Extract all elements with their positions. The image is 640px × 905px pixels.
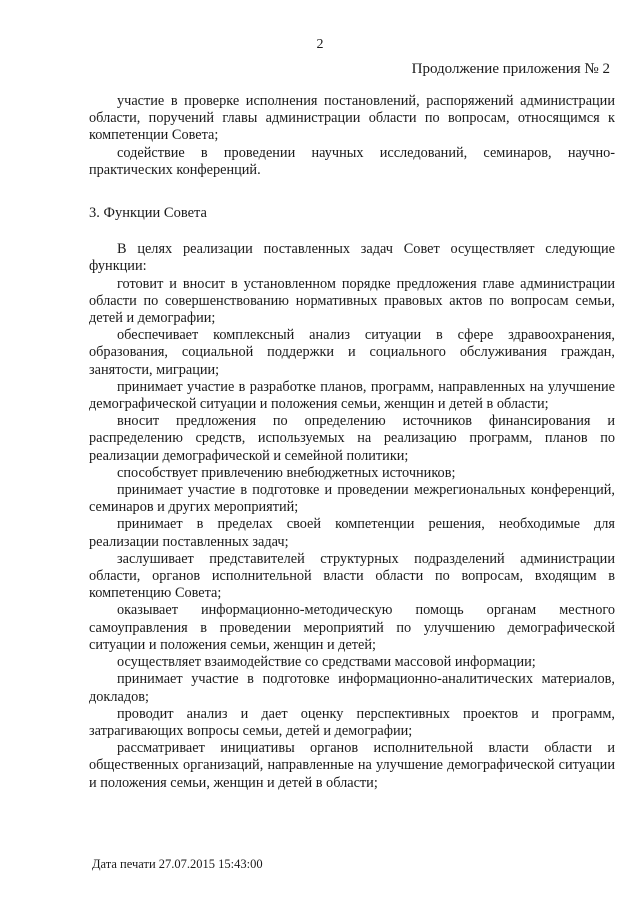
print-date-footer: Дата печати 27.07.2015 15:43:00 (92, 857, 263, 871)
function-item: принимает в пределах своей компетенции решения, необходимые для реализации поставленных задач; (89, 516, 615, 550)
function-item: проводит анализ и дает оценку перспективных проектов и программ, затрагивающих вопросы семьи, детей и демографии; (89, 705, 615, 739)
section-title: 3. Функции Совета (89, 205, 207, 222)
body-paragraph: участие в проверке исполнения постановлений, распоряжений администрации области, поручений главы администрации области по вопросам, относящимся к компетенции Совета; (89, 93, 615, 144)
body-paragraph: содействие в проведении научных исследований, семинаров, научно-практических конференций. (89, 144, 615, 178)
function-item: обеспечивает комплексный анализ ситуации в сфере здравоохранения, образования, социальной поддержки и социального обслуживания граждан, занятости, миграции; (89, 327, 615, 378)
function-item: оказывает информационно-методическую помощь органам местного самоуправления в проведении мероприятий по улучшению демографической ситуации и положения семьи, женщин и детей; (89, 602, 615, 653)
function-item: принимает участие в подготовке информационно-аналитических материалов, докладов; (89, 671, 615, 705)
appendix-continuation-note: Продолжение приложения № 2 (411, 61, 610, 77)
function-item: вносит предложения по определению источников финансирования и распределению средств, используемых на реализацию программ, планов по реализации демографической и семейной политики; (89, 413, 615, 464)
function-item: заслушивает представителей структурных подразделений администрации области, органов исполнительной власти области по вопросам, входящим в компетенцию Совета; (89, 550, 615, 602)
function-item: способствует привлечению внебюджетных источников; (117, 464, 456, 481)
function-item: осуществляет взаимодействие со средствами массовой информации; (117, 654, 536, 671)
function-item: принимает участие в подготовке и проведении межрегиональных конференций, семинаров и других мероприятий; (89, 482, 615, 516)
page-number: 2 (316, 37, 324, 52)
function-item: готовит и вносит в установленном порядке предложения главе администрации области по совершенствованию нормативных правовых актов по вопросам семьи, детей и демографии; (89, 275, 615, 327)
function-item: рассматривает инициативы органов исполнительной власти области и общественных организаций, направленные на улучшение демографической ситуации и положения семьи, женщин и детей в области; (89, 740, 615, 791)
function-item: принимает участие в разработке планов, программ, направленных на улучшение демографической ситуации и положения семьи, женщин и детей в области; (89, 378, 615, 413)
document-body (89, 93, 615, 792)
body-paragraph: В целях реализации поставленных задач Совет осуществляет следующие функции: (89, 241, 615, 275)
